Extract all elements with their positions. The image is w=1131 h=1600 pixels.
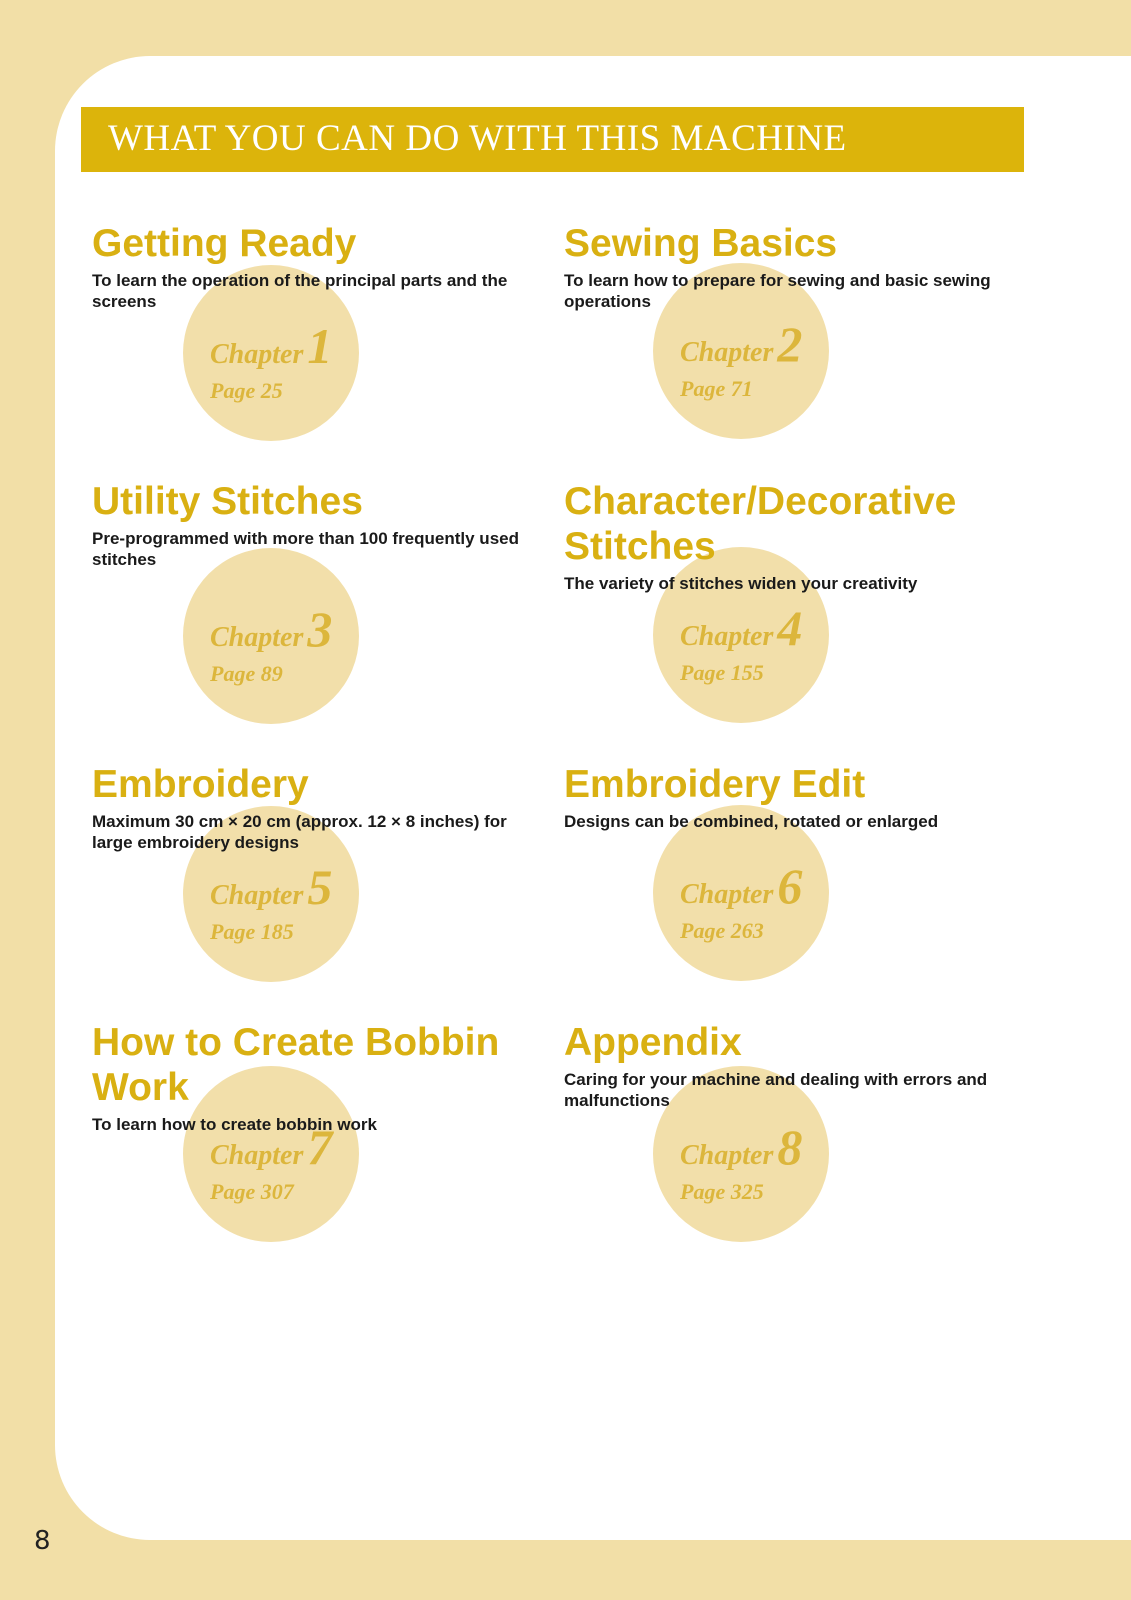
chapter-badge[interactable] (183, 548, 359, 724)
page-reference: Page 25 (210, 378, 283, 403)
section-description: Designs can be combined, rotated or enlarged (564, 812, 939, 831)
page-reference: Page 185 (210, 919, 294, 944)
page-reference: Page 89 (210, 661, 283, 686)
section-embroidery (92, 762, 542, 853)
chapter-number: 6 (777, 858, 803, 914)
section-description: To learn how to create bobbin work (92, 1115, 377, 1134)
chapter-label: Chapter8 (680, 1119, 803, 1175)
page-title: WHAT YOU CAN DO WITH THIS MACHINE (108, 118, 847, 159)
chapter-label: Chapter7 (210, 1119, 333, 1175)
section-title: How to Create Bobbin Work (92, 1021, 500, 1109)
section-description: Pre-programmed with more than 100 frequently used stitches (92, 529, 519, 569)
page-reference: Page 325 (680, 1179, 764, 1204)
chapter-label: Chapter4 (680, 600, 803, 656)
page-number: 8 (34, 1526, 51, 1556)
chapter-label: Chapter2 (680, 316, 803, 372)
chapter-label: Chapter3 (210, 601, 333, 657)
section-embroidery-edit (564, 762, 1014, 832)
section-description: To learn the operation of the principal parts and the screens (92, 271, 508, 311)
chapter-label: Chapter1 (210, 318, 333, 374)
chapter-number: 7 (307, 1119, 333, 1175)
page-reference: Page 71 (680, 376, 753, 401)
page-reference: Page 263 (680, 918, 764, 943)
section-title: Embroidery Edit (564, 763, 866, 806)
chapter-number: 2 (777, 316, 803, 372)
section-appendix (564, 1020, 1014, 1111)
section-title: Appendix (564, 1021, 742, 1064)
section-title: Utility Stitches (92, 480, 363, 523)
section-title: Sewing Basics (564, 222, 838, 265)
chapter-label: Chapter6 (680, 858, 803, 914)
section-description: Maximum 30 cm × 20 cm (approx. 12 × 8 inches) for large embroidery designs (92, 812, 507, 852)
section-description: The variety of stitches widen your creativity (564, 574, 918, 593)
chapter-label: Chapter5 (210, 859, 333, 915)
section-description: Caring for your machine and dealing with errors and malfunctions (564, 1070, 988, 1110)
section-title: Getting Ready (92, 222, 357, 265)
chapter-number: 4 (777, 600, 803, 656)
section-character-decorative-stitches (564, 479, 1014, 594)
chapter-number: 5 (307, 859, 333, 915)
section-utility-stitches (92, 479, 542, 570)
page-reference: Page 307 (210, 1179, 294, 1204)
header-banner (81, 107, 1024, 172)
section-title: Embroidery (92, 763, 309, 806)
section-getting-ready (92, 221, 542, 312)
section-bobbin-work (92, 1020, 542, 1135)
chapter-number: 8 (777, 1119, 803, 1175)
section-sewing-basics (564, 221, 1014, 312)
section-title: Character/Decorative Stitches (564, 480, 957, 568)
chapter-number: 3 (307, 601, 333, 657)
chapter-number: 1 (307, 318, 333, 374)
section-description: To learn how to prepare for sewing and basic sewing operations (564, 271, 991, 311)
page-reference: Page 155 (680, 660, 764, 685)
